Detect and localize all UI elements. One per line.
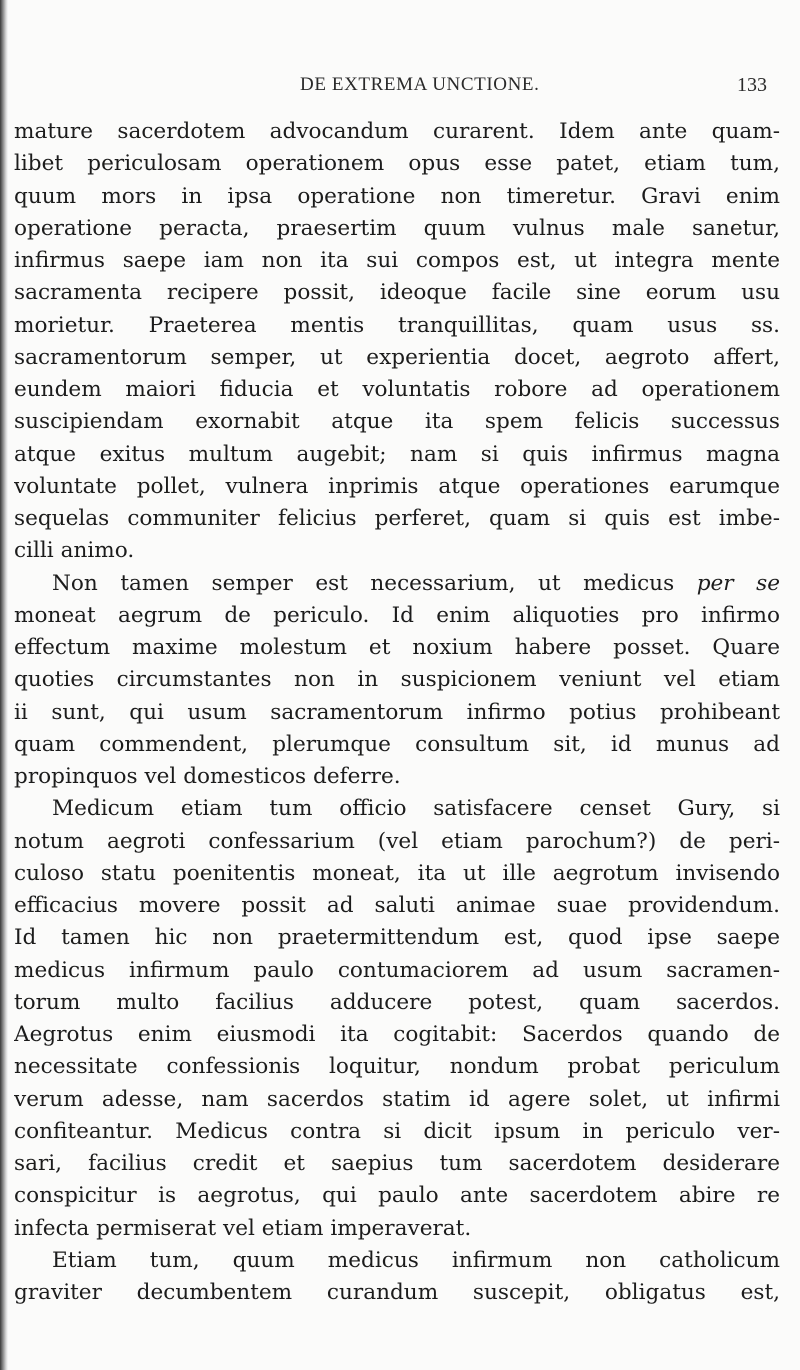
text-line: propinquos vel domesticos deferre. [14,764,401,789]
text-line: quam commendent, plerumque consultum sit, id munus ad [14,731,780,757]
text-line: eundem maiori fiducia et voluntatis robore ad operationem [14,377,780,402]
paragraph-first-line [14,568,780,600]
text-line: sacramentorum semper, ut experientia docet, aegroto affert, [14,344,780,370]
text-line: infecta permiserat vel etiam imperaverat. [14,1215,472,1241]
text-line: quoties circumstantes non in suspicionem veniunt vel etiam [14,667,780,693]
text-line: voluntate pollet, vulnera inprimis atque operationes earumque [14,473,780,499]
text-line: Aegrotus enim eiusmodi ita cogitabit: Sacerdos quando de [14,1022,780,1047]
text-line: atque exitus multum augebit; nam si quis infirmus magna [14,441,780,467]
text-line: mature sacerdotem advocandum curarent. Idem ante quam- [14,119,780,144]
body-text [14,116,780,1309]
text-line: morietur. Praeterea mentis tranquillitas, quam usus ss. [14,312,780,338]
text-line: medicus infirmum paulo contumaciorem ad usum sacramen- [14,957,780,983]
text-line: effectum maxime molestum et noxium habere posset. Quare [14,635,780,660]
paragraph-first-line: Medicum etiam tum officio satisfacere censet Gury, si [52,796,780,822]
text-line: torum multo facilius adducere potest, quam sacerdos. [14,989,780,1015]
text-line: culoso statu poenitentis moneat, ita ut ille aegrotum invisendo [14,860,780,886]
text-line: notum aegroti confessarium (vel etiam parochum?) de peri- [14,828,780,854]
text-line: necessitate confessionis loquitur, nondum probat periculum [14,1054,780,1080]
page-binding-edge [0,0,8,1370]
text-line: conspicitur is aegrotus, qui paulo ante sacerdotem abire re [14,1183,780,1209]
running-head: DE EXTREMA UNCTIONE. [300,74,540,95]
text-line: confiteantur. Medicus contra si dicit ipsum in periculo ver- [14,1118,780,1144]
italic-phrase: per se [696,570,780,596]
text-line: quum mors in ipsa operatione non timeretur. Gravi enim [14,183,780,209]
text-run: Non tamen semper est necessarium, ut medicus [52,570,697,596]
paragraph-first-line: Etiam tum, quum medicus infirmum non catholicum [52,1247,780,1273]
text-line: sari, facilius credit et saepius tum sacerdotem desiderare [14,1151,780,1176]
text-line: efficacius movere possit ad saluti animae suae providendum. [14,893,780,918]
text-line: infirmus saepe iam non ita sui compos est, ut integra mente [14,248,780,273]
text-line: sacramenta recipere possit, ideoque facile sine eorum usu [14,280,780,306]
text-line: ii sunt, qui usum sacramentorum infirmo potius prohibeant [14,699,780,725]
text-line: cilli animo. [14,538,135,564]
text-line: graviter decumbentem curandum suscepit, obligatus est, [14,1280,780,1305]
text-line: moneat aegrum de periculo. Id enim aliquoties pro infirmo [14,602,780,628]
text-line: sequelas communiter felicius perferet, quam si quis est imbe- [14,506,780,531]
text-line: verum adesse, nam sacerdos statim id agere solet, ut infirmi [14,1086,780,1112]
page-number: 133 [737,74,767,96]
text-line: libet periculosam operationem opus esse patet, etiam tum, [14,151,780,177]
text-line: operatione peracta, praesertim quum vulnus male sanetur, [14,215,780,241]
text-line: Id tamen hic non praetermittendum est, quod ipse saepe [14,925,780,951]
text-line: suscipiendam exornabit atque ita spem felicis successus [14,409,780,435]
